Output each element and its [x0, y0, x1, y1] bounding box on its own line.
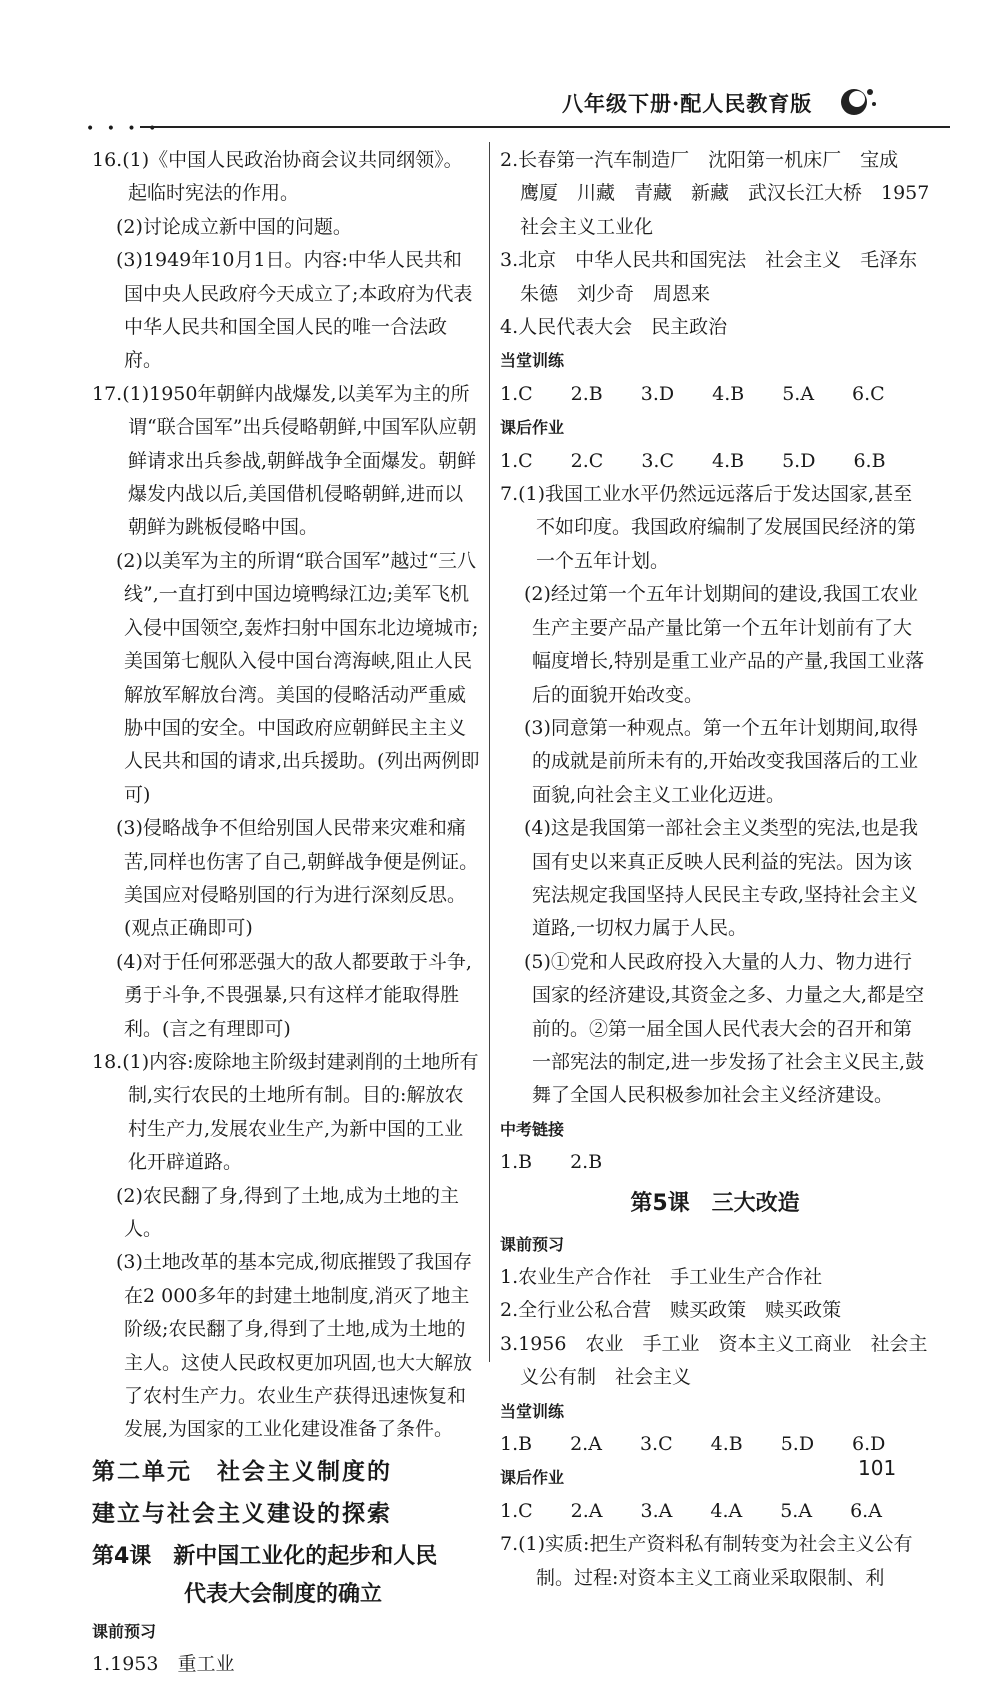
q18-part2: (2)农民翻了身,得到了土地,成为土地的主人。: [116, 1184, 459, 1240]
q17-part1: 17.(1)1950年朝鲜内战爆发,以美军为主的所谓“联合国军”出兵侵略朝鲜,中国军队应朝鲜请求出兵参战,朝鲜战争全面爆发。朝鲜爆发内战以后,美国借机侵略朝鲜,进而以朝鲜为跳板侵略中国。: [92, 382, 477, 539]
class-training-heading: 当堂训练: [500, 351, 565, 371]
lesson5-class-heading: 当堂训练: [500, 1401, 565, 1421]
q18-part3: (3)土地改革的基本完成,彻底摧毁了我国存在2 000多年的封建土地制度,消灭了地主阶级;农民翻了身,得到了土地,成为土地的主人。这使人民政权更加巩固,也大大解放了农村生产力。农业生产获得迅速恢复和发展,为国家的工业化建设准备了条件。: [116, 1251, 473, 1441]
lesson5-class-answers: 1.B 2.A 3.C 4.B 5.D 6.D: [500, 1433, 886, 1456]
unit-title-line2: 建立与社会主义建设的探索: [92, 1500, 392, 1527]
q17-part2: (2)以美军为主的所谓“联合国军”越过“三八线”,一直打到中国边境鸭绿江边;美军飞机入侵中国领空,轰炸扫射中国东北边境城市;美国第七舰队入侵中国台湾海峡,阻止人民解放军解放台湾。美国的侵略活动严重威胁中国的安全。中国政府应朝鲜民主主义人民共和国的请求,出兵援助。(列出两例即可): [116, 549, 480, 806]
lesson5-preview-2: 2.全行业公私合营 赎买政策 赎买政策: [500, 1299, 842, 1322]
header-title: 八年级下册·配人民教育版: [562, 91, 813, 116]
lesson5-title: 第5课 三大改造: [630, 1190, 800, 1216]
header-dots: • • • •: [86, 121, 161, 137]
exam-link-answers: 1.B 2.B: [500, 1151, 603, 1174]
q7-part1: 7.(1)我国工业水平仍然远远落后于发达国家,甚至不如印度。我国政府编制了发展国民经济的第一个五年计划。: [500, 483, 917, 572]
lesson5-preview-1: 1.农业生产合作社 手工业生产合作社: [500, 1266, 823, 1288]
preview-item-3: 3.北京 中华人民共和国宪法 社会主义 毛泽东 朱德 刘少奇 周恩来: [500, 249, 937, 305]
q7-part2: (2)经过第一个五年计划期间的建设,我国工农业生产主要产品产量比第一个五年计划前有了大幅度增长,特别是重工业产品的产量,我国工业落后的面貌开始改变。: [524, 583, 925, 706]
preview-item-4: 4.人民代表大会 民主政治: [500, 316, 728, 339]
header-rule: [140, 126, 950, 128]
unit-title-line1: 第二单元 社会主义制度的: [92, 1458, 392, 1485]
lesson5-homework-heading: 课后作业: [500, 1468, 565, 1488]
lesson4-title-line2: 代表大会制度的确立: [184, 1581, 383, 1607]
q17-part3: (3)侵略战争不但给别国人民带来灾难和痛苦,同样也伤害了自己,朝鲜战争便是例证。美国应对侵略别国的行为进行深刻反思。(观点正确即可): [116, 817, 479, 940]
right-column: [500, 144, 949, 1595]
q7-part3: (3)同意第一种观点。第一个五年计划期间,取得的成就是前所未有的,开始改变我国落后的工业面貌,向社会主义工业化迈进。: [524, 716, 919, 806]
q16-part3: (3)1949年10月1日。内容:中华人民共和国中央人民政府今天成立了;本政府为代表中华人民共和国全国人民的唯一合法政府。: [116, 249, 473, 372]
q16-part2: (2)讨论成立新中国的问题。: [116, 215, 352, 238]
left-column: [92, 144, 480, 1682]
lesson5-homework-answers: 1.C 2.A 3.A 4.A 5.A 6.A: [500, 1499, 882, 1522]
column-divider: [489, 142, 490, 1362]
q7-part4: (4)这是我国第一部社会主义类型的宪法,也是我国有史以来真正反映人民利益的宪法。因为该宪法规定我国坚持人民民主专政,坚持社会主义道路,一切权力属于人民。: [524, 817, 919, 940]
publisher-logo-icon: [838, 82, 878, 118]
q16-part1: 16.(1)《中国人民政治协商会议共同纲领》。起临时宪法的作用。: [92, 149, 463, 205]
lesson4-title-line1: 第4课 新中国工业化的起步和人民: [92, 1543, 438, 1569]
preview-heading: 课前预习: [92, 1621, 157, 1641]
class-training-answers: 1.C 2.B 3.D 4.B 5.A 6.C: [500, 382, 885, 405]
lesson5-preview-3: 3.1956 农业 手工业 资本主义工商业 社会主义公有制 社会主义: [500, 1332, 928, 1389]
preview-item-2: 2.长春第一汽车制造厂 沈阳第一机床厂 宝成 鹰厦 川藏 青藏 新藏 武汉长江大桥 1957 社会主义工业化: [500, 149, 949, 238]
lesson5-preview-heading: 课前预习: [500, 1234, 565, 1254]
q18-part1: 18.(1)内容:废除地主阶级封建剥削的土地所有制,实行农民的土地所有制。目的:解放农村生产力,发展农业生产,为新中国的工业化开辟道路。: [92, 1050, 479, 1174]
homework-heading: 课后作业: [500, 418, 565, 438]
q7-part5: (5)①党和人民政府投入大量的人力、物力进行国家的经济建设,其资金之多、力量之大,都是空前的。②第一届全国人民代表大会的召开和第一部宪法的制定,进一步发扬了社会主义民主,鼓舞了全国人民积极参加社会主义经济建设。: [524, 950, 925, 1107]
page-number: 101: [858, 1456, 897, 1480]
lesson5-q7-part1: 7.(1)实质:把生产资料私有制转变为社会主义公有制。过程:对资本主义工商业采取限制、利: [500, 1533, 913, 1589]
exam-link-heading: 中考链接: [500, 1119, 565, 1139]
q17-part4: (4)对于任何邪恶强大的敌人都要敢于斗争,勇于斗争,不畏强暴,只有这样才能取得胜利。(言之有理即可): [116, 950, 472, 1040]
preview-item-1: 1.1953 重工业: [92, 1653, 235, 1676]
homework-answers: 1.C 2.C 3.C 4.B 5.D 6.B: [500, 449, 886, 472]
